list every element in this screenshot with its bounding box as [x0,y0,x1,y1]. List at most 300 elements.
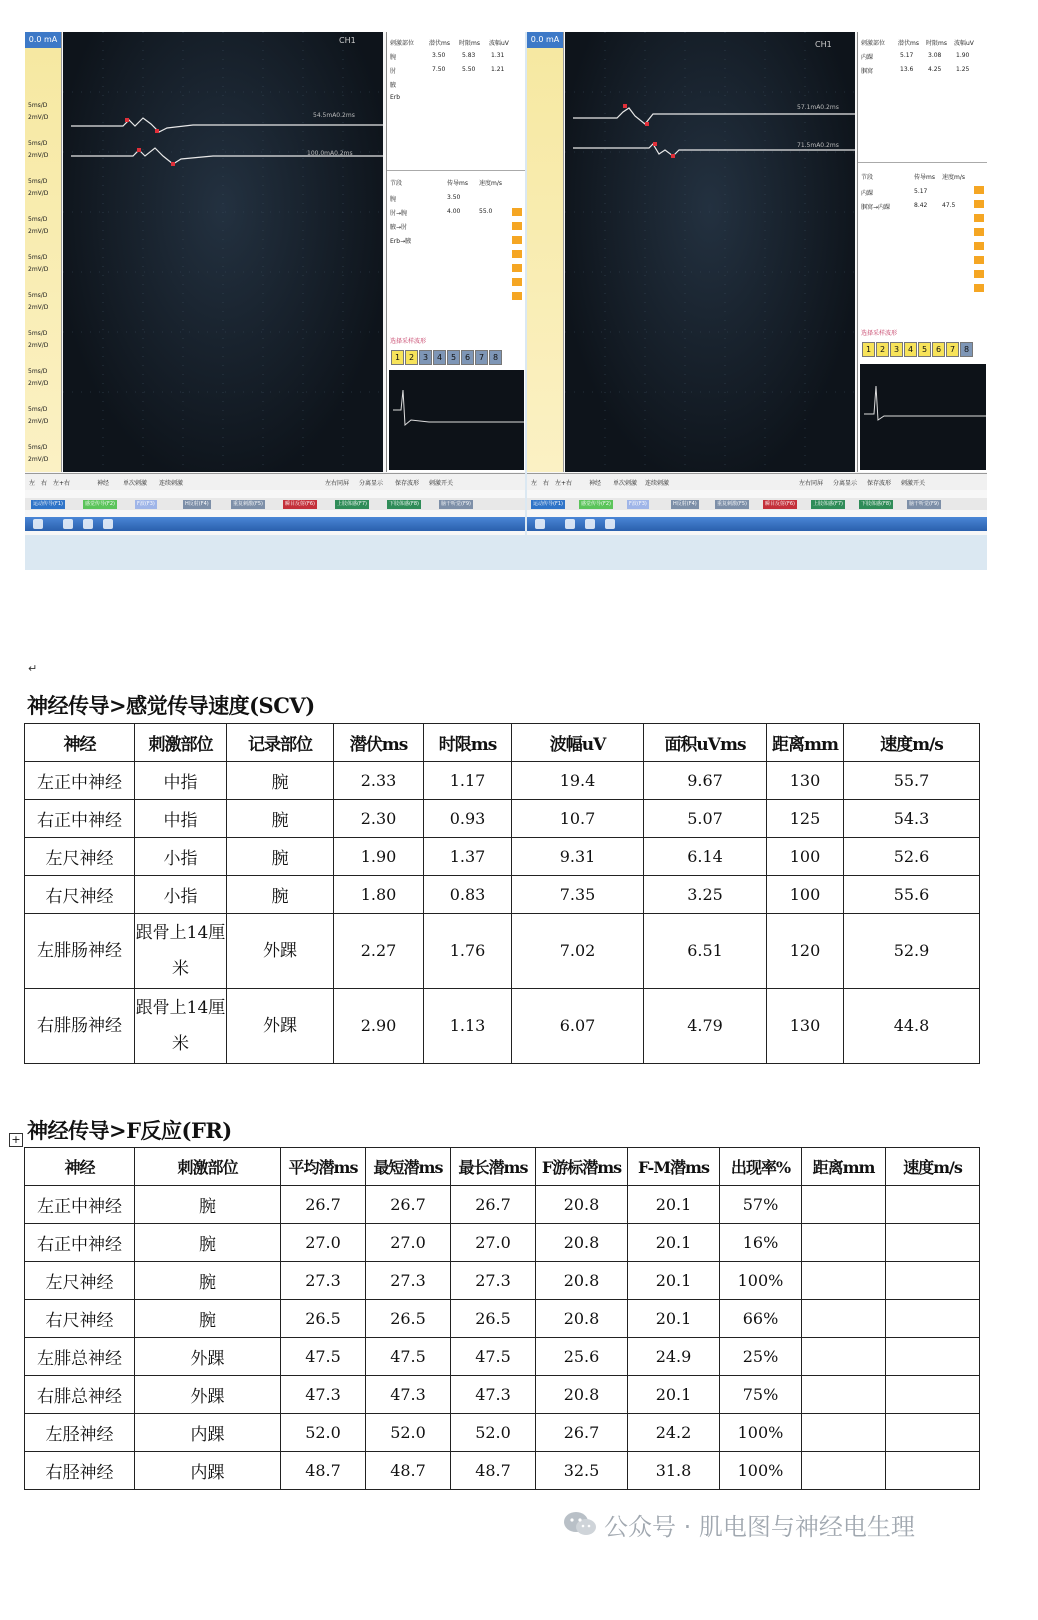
channel-label: CH1 [339,36,356,45]
scv-cell: 0.93 [424,800,512,838]
tool-single-stim[interactable]: 单次刺激 [613,480,638,487]
tool-single-stim[interactable]: 单次刺激 [123,480,148,487]
function-toolbar [527,473,987,490]
fr-cell [886,1224,980,1262]
sensitivity-label: 5ms/D [28,216,48,223]
chip-motor[interactable]: 运动传导(F1) [33,501,63,507]
stim-intensity: 0.0 mA [527,32,563,48]
col-f-m-latency: F-M潜ms [628,1148,720,1186]
sensitivity-label: 2mV/D [28,418,49,425]
tool-split-view[interactable]: 分离显示 [359,480,384,487]
col-min-latency: 最短潜ms [366,1148,451,1186]
scv-cell: 4.79 [644,989,767,1064]
tool-split-view[interactable]: 分离显示 [833,480,858,487]
scv-cell: 1.17 [424,762,512,800]
fr-cell: 27.3 [281,1262,366,1300]
mini-waveform [860,364,986,470]
results-panel [857,32,987,472]
wave-button-8[interactable]: 8 [489,350,502,365]
panel-head-1: 刺激部位 [390,40,415,47]
waveform-area [63,32,383,472]
fr-cell: 右腓总神经 [25,1376,135,1414]
fr-cell: 26.5 [451,1300,536,1338]
fr-cell: 24.2 [628,1414,720,1452]
col-stim-site: 刺激部位 [135,724,227,762]
scv-cell: 54.3 [844,800,980,838]
chip-baep[interactable]: 脑干听觉(F9) [909,501,939,507]
scv-row [25,989,980,1064]
chip-sensory[interactable]: 感觉传导(F2) [85,501,115,507]
col-nerve: 神经 [25,1148,135,1186]
fr-cell: 内踝 [135,1452,281,1490]
scv-cell: 6.07 [512,989,644,1064]
chip-f-wave[interactable]: F波(F3) [137,501,155,507]
app-icon[interactable] [83,519,93,529]
fr-row [25,1300,980,1338]
tool-stim-switch[interactable]: 刺激开关 [429,480,454,487]
chip-repetitive[interactable]: 重复刺激(F5) [717,501,747,507]
tool-continuous-stim[interactable]: 连续刺激 [159,480,184,487]
fr-header-row [25,1148,980,1186]
panel-head-2: 潜伏ms [898,40,919,47]
fr-cell: 52.0 [281,1414,366,1452]
segment-cell: 3.50 [447,194,461,201]
fr-cell: 100% [720,1452,802,1490]
paragraph-mark: ↵ [28,662,38,675]
scv-row [25,876,980,914]
col-latency: 潜伏ms [334,724,424,762]
tool-continuous-stim[interactable]: 连续刺激 [645,480,670,487]
fr-cell [802,1452,886,1490]
col-area: 面积uVms [644,724,767,762]
scv-cell: 跟骨上14厘米 [135,989,227,1064]
tool-both[interactable]: 左+右 [53,480,71,487]
scv-cell: 19.4 [512,762,644,800]
scv-cell: 左正中神经 [25,762,135,800]
sensitivity-label: 2mV/D [28,304,49,311]
chip-lower-ssep[interactable]: 下肢体感(F8) [861,501,891,507]
tool-nerve[interactable]: 神经 [589,480,602,487]
scv-header-row [25,724,980,762]
fr-cell: 26.5 [366,1300,451,1338]
scv-cell: 6.14 [644,838,767,876]
chip-blink[interactable]: 瞬目反射(F6) [765,501,795,507]
scv-cell: 1.37 [424,838,512,876]
chip-upper-ssep[interactable]: 上肢体感(F7) [337,501,367,507]
scv-cell: 1.76 [424,914,512,989]
segment-head-2: 传导ms [914,174,935,181]
fr-cell: 32.5 [536,1452,628,1490]
start-icon[interactable] [33,519,43,529]
wechat-icon [562,1510,598,1538]
fr-row [25,1452,980,1490]
scv-cell: 中指 [135,800,227,838]
panel-cell: 4.25 [928,66,942,73]
segment-head-1: 节段 [390,180,403,187]
scv-cell: 1.80 [334,876,424,914]
sensitivity-column [527,32,564,472]
wave-button-4[interactable]: 4 [904,342,917,357]
tool-right[interactable]: 右 [41,480,48,487]
fr-row [25,1414,980,1452]
tool-right[interactable]: 右 [543,480,550,487]
scv-cell: 小指 [135,876,227,914]
sensitivity-label: 2mV/D [28,380,49,387]
panel-cell: 3.50 [432,52,446,59]
wave-button-5[interactable]: 5 [447,350,460,365]
results-panel [386,32,525,472]
fr-cell [886,1338,980,1376]
scv-cell: 44.8 [844,989,980,1064]
wave-button-7[interactable]: 7 [946,342,959,357]
segment-cell: 内踝 [861,190,874,197]
fr-cell: 24.9 [628,1338,720,1376]
fr-cell: 48.7 [281,1452,366,1490]
chip-motor[interactable]: 运动传导(F1) [533,501,563,507]
scv-cell: 120 [767,914,844,989]
scv-cell: 3.25 [644,876,767,914]
scv-row [25,762,980,800]
fr-cell: 25.6 [536,1338,628,1376]
panel-cell: 5.17 [900,52,914,59]
sensitivity-label: 5ms/D [28,102,48,109]
waveform-svg [63,32,383,472]
wave-button-8[interactable]: 8 [960,342,973,357]
fr-cell: 20.8 [536,1300,628,1338]
trace-label-1: 57.1mA0.2ms [797,104,839,111]
scv-cell: 小指 [135,838,227,876]
sensitivity-label: 5ms/D [28,444,48,451]
scv-cell: 腕 [227,876,334,914]
sensitivity-label: 5ms/D [28,292,48,299]
scv-cell: 2.90 [334,989,424,1064]
app-icon[interactable] [63,519,73,529]
fr-cell: 27.0 [281,1224,366,1262]
emg-screenshot-left [25,32,525,535]
panel-head-3: 时限ms [459,40,480,47]
fr-cell: 27.3 [451,1262,536,1300]
col-mean-latency: 平均潜ms [281,1148,366,1186]
fr-cell: 25% [720,1338,802,1376]
fr-cell: 27.0 [451,1224,536,1262]
scv-cell: 右腓肠神经 [25,989,135,1064]
app-icon[interactable] [103,519,113,529]
app-icon[interactable] [565,519,575,529]
select-waveform-label: 选择采样波形 [390,338,427,345]
panel-head-2: 潜伏ms [429,40,450,47]
panel-head-4: 波幅uV [489,40,509,47]
wave-button-3[interactable]: 3 [419,350,432,365]
fr-cell: 20.1 [628,1262,720,1300]
tool-same-screen[interactable]: 左右同屏 [799,480,824,487]
waveform-svg [565,32,855,472]
fr-row [25,1376,980,1414]
panel-cell: 7.50 [432,66,446,73]
tool-stim-switch[interactable]: 刺激开关 [901,480,926,487]
fr-cell [802,1186,886,1224]
table-move-handle[interactable]: + [9,1133,23,1147]
fr-cell: 20.8 [536,1262,628,1300]
col-stim-site: 刺激部位 [135,1148,281,1186]
fr-cell [886,1186,980,1224]
segment-cell: 5.17 [914,188,928,195]
fr-cell [802,1414,886,1452]
fr-cell: 27.3 [366,1262,451,1300]
trace-label-2: 71.5mA0.2ms [797,142,839,149]
panel-head-3: 时限ms [926,40,947,47]
tool-left[interactable]: 左 [29,480,36,487]
select-waveform-label: 选择采样波形 [861,330,898,337]
panel-cell: 1.21 [491,66,505,73]
chip-sensory[interactable]: 感觉传导(F2) [581,501,611,507]
scv-cell: 左腓肠神经 [25,914,135,989]
wave-button-1[interactable]: 1 [391,350,404,365]
fr-cell: 47.5 [451,1338,536,1376]
wave-button-1[interactable]: 1 [862,342,875,357]
scv-cell: 腕 [227,800,334,838]
app-icon[interactable] [605,519,615,529]
segment-cell: 47.5 [942,202,956,209]
scv-cell: 55.7 [844,762,980,800]
wave-button-5[interactable]: 5 [918,342,931,357]
scv-cell: 52.6 [844,838,980,876]
scv-cell: 125 [767,800,844,838]
wave-button-2[interactable]: 2 [876,342,889,357]
segment-cell: 肘→腕 [390,210,408,217]
wave-button-7[interactable]: 7 [475,350,488,365]
col-velocity: 速度m/s [886,1148,980,1186]
taskbar [527,517,987,531]
fr-cell: 腕 [135,1262,281,1300]
stim-intensity: 0.0 mA [25,32,61,48]
fr-cell: 右尺神经 [25,1300,135,1338]
scv-cell: 0.83 [424,876,512,914]
panel-cell: 1.31 [491,52,505,59]
scv-cell: 130 [767,762,844,800]
tool-both[interactable]: 左+右 [555,480,573,487]
chip-blink[interactable]: 瞬目反射(F6) [285,501,315,507]
scv-cell: 外踝 [227,914,334,989]
wave-button-6[interactable]: 6 [461,350,474,365]
fr-row [25,1186,980,1224]
emg-screenshots [25,32,987,570]
fr-cell: 47.3 [451,1376,536,1414]
wave-button-6[interactable]: 6 [932,342,945,357]
fr-row [25,1224,980,1262]
fr-cell: 52.0 [451,1414,536,1452]
fr-cell: 26.7 [281,1186,366,1224]
fr-cell: 26.7 [451,1186,536,1224]
fr-cell: 66% [720,1300,802,1338]
scv-row [25,838,980,876]
sensitivity-label: 2mV/D [28,266,49,273]
fr-cell [802,1262,886,1300]
segment-cell: 腕 [390,196,397,203]
segment-head-2: 传导ms [447,180,468,187]
chip-h-reflex[interactable]: H反射(F4) [185,501,209,507]
fr-cell: 26.5 [281,1300,366,1338]
app-icon[interactable] [585,519,595,529]
scv-cell: 5.07 [644,800,767,838]
fr-cell [802,1224,886,1262]
tool-save-wave[interactable]: 保存波形 [867,480,892,487]
fr-cell [802,1338,886,1376]
wave-button-3[interactable]: 3 [890,342,903,357]
scv-cell: 6.51 [644,914,767,989]
fr-cell: 16% [720,1224,802,1262]
wave-button-2[interactable]: 2 [405,350,418,365]
fr-cell: 57% [720,1186,802,1224]
fr-cell: 48.7 [366,1452,451,1490]
panel-cell: 腋 [390,82,397,89]
panel-cell: 内踝 [861,54,874,61]
scv-cell: 2.30 [334,800,424,838]
sensitivity-label: 2mV/D [28,152,49,159]
fr-cell: 20.8 [536,1376,628,1414]
sensitivity-label: 5ms/D [28,178,48,185]
fr-cell: 26.7 [366,1186,451,1224]
fr-cell: 左胫神经 [25,1414,135,1452]
col-max-latency: 最长潜ms [451,1148,536,1186]
scv-cell: 2.27 [334,914,424,989]
fr-cell [886,1300,980,1338]
panel-head-1: 刺激部位 [861,40,886,47]
tool-nerve[interactable]: 神经 [97,480,110,487]
fr-cell: 26.7 [536,1414,628,1452]
fr-cell: 20.1 [628,1186,720,1224]
fr-cell: 左正中神经 [25,1186,135,1224]
panel-cell: 13.6 [900,66,914,73]
fr-cell: 47.3 [281,1376,366,1414]
scv-row [25,914,980,989]
fr-table [24,1147,980,1490]
chip-repetitive[interactable]: 重复刺激(F5) [233,501,263,507]
fr-cell: 右胫神经 [25,1452,135,1490]
scv-cell: 腕 [227,838,334,876]
segment-head-3: 速度m/s [479,180,502,187]
scv-cell: 右尺神经 [25,876,135,914]
tool-left[interactable]: 左 [531,480,538,487]
fr-cell [886,1376,980,1414]
fr-cell: 内踝 [135,1414,281,1452]
sensitivity-label: 5ms/D [28,254,48,261]
scv-cell: 左尺神经 [25,838,135,876]
col-distance: 距离mm [767,724,844,762]
scv-cell: 跟骨上14厘米 [135,914,227,989]
fr-cell: 75% [720,1376,802,1414]
watermark: 公众号 · 肌电图与神经电生理 [604,1513,915,1541]
sensitivity-label: 2mV/D [28,456,49,463]
scv-cell: 100 [767,838,844,876]
panel-cell: 5.50 [462,66,476,73]
panel-cell: 腕 [390,54,397,61]
scv-cell: 中指 [135,762,227,800]
segment-cell: 4.00 [447,208,461,215]
scv-cell: 10.7 [512,800,644,838]
fr-cell: 100% [720,1262,802,1300]
fr-cell: 47.5 [366,1338,451,1376]
chip-upper-ssep[interactable]: 上肢体感(F7) [813,501,843,507]
fr-cell: 100% [720,1414,802,1452]
fr-row [25,1338,980,1376]
taskbar [25,517,525,531]
panel-cell: 腘窝 [861,68,874,75]
segment-cell: Erb→腋 [390,238,412,245]
sensitivity-label: 5ms/D [28,368,48,375]
fr-cell: 右正中神经 [25,1224,135,1262]
fr-row [25,1262,980,1300]
scv-cell: 2.33 [334,762,424,800]
col-amplitude: 波幅uV [512,724,644,762]
scv-cell: 外踝 [227,989,334,1064]
scv-cell: 100 [767,876,844,914]
sensitivity-label: 2mV/D [28,114,49,121]
fr-cell: 腕 [135,1186,281,1224]
scv-cell: 右正中神经 [25,800,135,838]
sensitivity-label: 2mV/D [28,190,49,197]
scv-cell: 7.02 [512,914,644,989]
fr-title: 神经传导>F反应(FR) [27,1118,232,1143]
tool-same-screen[interactable]: 左右同屏 [325,480,350,487]
sensitivity-label: 5ms/D [28,140,48,147]
scv-cell: 9.31 [512,838,644,876]
wave-button-4[interactable]: 4 [433,350,446,365]
segment-cell: 腋→肘 [390,224,408,231]
chip-lower-ssep[interactable]: 下肢体感(F8) [389,501,419,507]
chip-baep[interactable]: 脑干听觉(F9) [441,501,471,507]
fr-cell: 20.1 [628,1224,720,1262]
panel-cell: 肘 [390,68,397,75]
panel-cell: 3.08 [928,52,942,59]
chip-f-wave[interactable]: F波(F3) [629,501,647,507]
fr-cell: 外踝 [135,1376,281,1414]
scv-cell: 130 [767,989,844,1064]
fr-cell [802,1376,886,1414]
segment-cell: 55.0 [479,208,493,215]
fr-cell: 52.0 [366,1414,451,1452]
col-record-site: 记录部位 [227,724,334,762]
segment-cell: 腘窝→内踝 [861,204,891,211]
chip-h-reflex[interactable]: H反射(F4) [673,501,697,507]
panel-cell: 5.83 [462,52,476,59]
fr-cell: 左尺神经 [25,1262,135,1300]
scv-cell: 52.9 [844,914,980,989]
panel-cell: Erb [390,94,401,101]
fr-cell [886,1452,980,1490]
scv-table [24,723,980,1064]
trace-label-1: 54.5mA0.2ms [313,112,355,119]
col-velocity: 速度m/s [844,724,980,762]
segment-head-1: 节段 [861,174,874,181]
fr-cell: 20.1 [628,1376,720,1414]
emg-screenshot-right [527,32,987,535]
tool-save-wave[interactable]: 保存波形 [395,480,420,487]
fr-cell: 48.7 [451,1452,536,1490]
scv-title: 神经传导>感觉传导速度(SCV) [27,693,315,718]
scv-cell: 1.90 [334,838,424,876]
sensitivity-column [25,32,62,472]
segment-head-3: 速度m/s [942,174,965,181]
channel-label: CH1 [815,40,832,49]
fr-cell: 31.8 [628,1452,720,1490]
fr-cell: 外踝 [135,1338,281,1376]
fr-cell [802,1300,886,1338]
segment-cell: 8.42 [914,202,928,209]
scv-cell: 9.67 [644,762,767,800]
start-icon[interactable] [535,519,545,529]
sensitivity-label: 2mV/D [28,228,49,235]
sensitivity-label: 5ms/D [28,406,48,413]
